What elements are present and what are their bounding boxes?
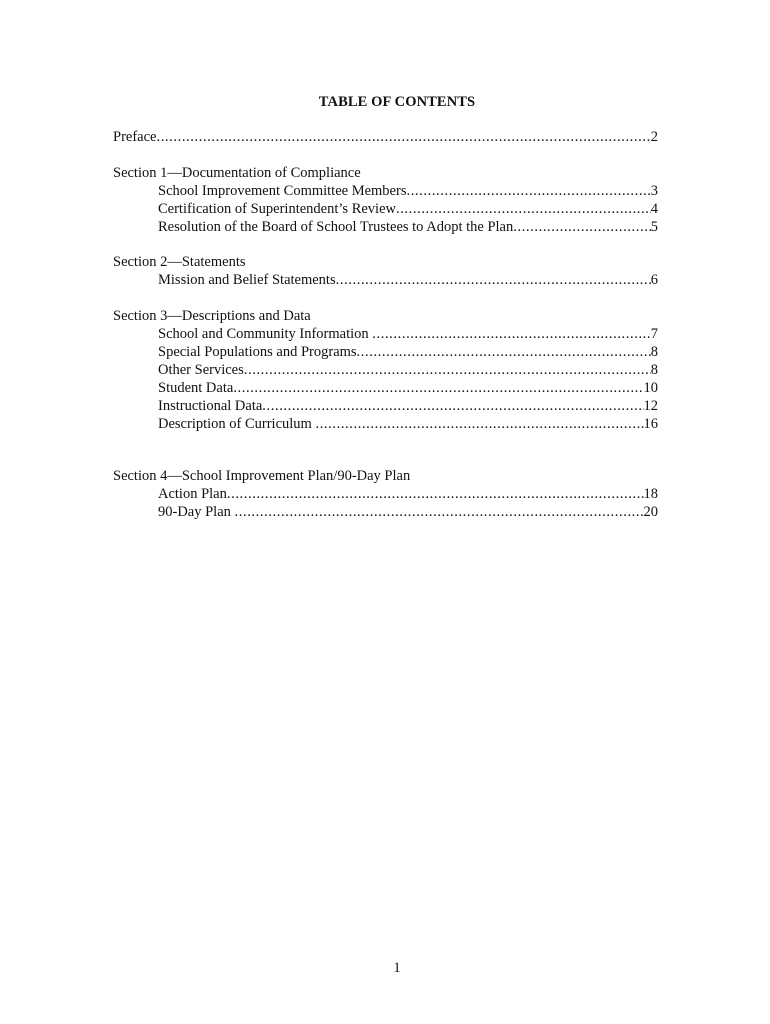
toc-entry-preface	[113, 128, 658, 146]
toc-entry-page: 6	[650, 272, 658, 288]
toc-entry-label: Mission and Belief Statements	[158, 272, 336, 288]
toc-entry-page: 18	[643, 486, 658, 502]
toc-entry-page: 10	[643, 380, 658, 396]
dot-leader	[156, 128, 650, 146]
dot-leader	[233, 379, 643, 397]
toc-entry-label: Student Data	[158, 380, 234, 396]
page-number: 1	[393, 960, 401, 976]
dot-leader	[396, 200, 651, 218]
toc-entry	[113, 361, 658, 379]
section-heading: Section 3—Descriptions and Data	[113, 308, 311, 324]
toc-entry	[113, 325, 658, 343]
dot-leader	[244, 361, 651, 379]
toc-entry	[113, 182, 658, 200]
toc-section-4	[113, 467, 658, 521]
toc-entry	[113, 415, 658, 433]
toc-entry-label: School and Community Information	[158, 326, 373, 342]
toc-entry-label: Special Populations and Programs	[158, 344, 357, 360]
toc-entry	[113, 379, 658, 397]
toc-entry-label: 90-Day Plan	[158, 504, 235, 520]
toc-entry-label: Certification of Superintendent’s Review	[158, 201, 396, 217]
dot-leader	[406, 182, 650, 200]
toc-entry-label: School Improvement Committee Members	[158, 183, 407, 199]
toc-entry-page: 4	[650, 201, 658, 217]
section-heading: Section 4—School Improvement Plan/90-Day Plan	[113, 468, 411, 484]
toc-preface-block	[113, 128, 658, 146]
toc-entry-label: Preface	[113, 129, 157, 145]
dot-leader	[513, 218, 651, 236]
toc-entry-page: 20	[643, 504, 658, 520]
toc-entry	[113, 218, 658, 236]
toc-entry	[113, 503, 658, 521]
dot-leader	[235, 503, 644, 521]
toc-entry-page: 12	[643, 398, 658, 414]
toc-entry-label: Action Plan	[158, 486, 227, 502]
toc-title: TABLE OF CONTENTS	[318, 94, 476, 110]
dot-leader	[315, 415, 643, 433]
toc-entry-page: 2	[650, 129, 658, 145]
toc-entry	[113, 271, 658, 289]
toc-entry-page: 8	[650, 344, 658, 360]
toc-entry	[113, 397, 658, 415]
section-heading: Section 1—Documentation of Compliance	[113, 165, 361, 181]
dot-leader	[357, 343, 651, 361]
toc-entry-label: Description of Curriculum	[158, 416, 316, 432]
toc-entry-page: 3	[650, 183, 658, 199]
toc-entry-page: 8	[650, 362, 658, 378]
toc-section-1	[113, 164, 658, 236]
dot-leader	[262, 397, 643, 415]
toc-entry-label: Instructional Data	[158, 398, 263, 414]
toc-entry	[113, 485, 658, 503]
toc-entry-label: Other Services	[158, 362, 244, 378]
section-heading: Section 2—Statements	[113, 254, 246, 270]
toc-entry	[113, 200, 658, 218]
dot-leader	[227, 485, 644, 503]
toc-section-2	[113, 253, 658, 289]
toc-entry-label: Resolution of the Board of School Trustees to Adopt the Plan	[158, 219, 514, 235]
toc-section-3	[113, 307, 658, 433]
toc-entry	[113, 343, 658, 361]
dot-leader	[372, 325, 650, 343]
toc-entry-page: 16	[643, 416, 658, 432]
toc-entry-page: 7	[650, 326, 658, 342]
toc-entry-page: 5	[650, 219, 658, 235]
dot-leader	[336, 271, 651, 289]
